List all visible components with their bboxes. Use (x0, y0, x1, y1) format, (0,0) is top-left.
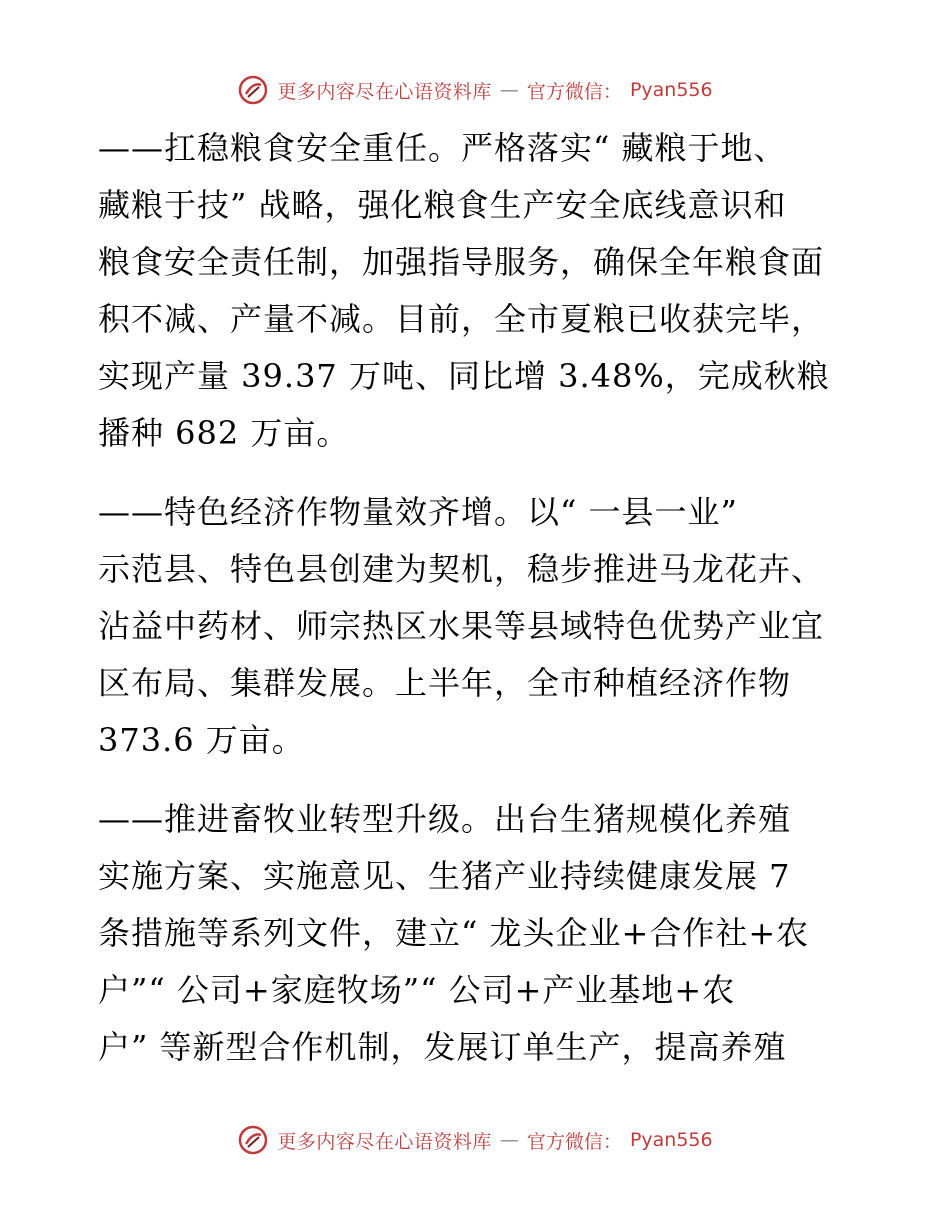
watermark-wechat-id: Pyan556 (629, 1129, 713, 1151)
paragraph-grain-security (98, 120, 858, 462)
watermark-separator: — (499, 1129, 519, 1151)
watermark-wechat-label: 官方微信： (526, 80, 622, 103)
watermark-footer (0, 1120, 950, 1160)
text-line: 条措施等系列文件，建立“ 龙头企业+合作社+农 (98, 914, 810, 952)
watermark-wechat-label: 官方微信： (526, 1130, 622, 1153)
logo-icon (237, 74, 269, 106)
text-line: 积不减、产量不减。目前，全市夏粮已收获完毕， (98, 300, 825, 338)
watermark-text: 更多内容尽在心语资料库 (277, 80, 492, 103)
watermark-wechat-id: Pyan556 (629, 79, 713, 101)
text-line: 户” 等新型合作机制，发展订单生产，提高养殖 (98, 1028, 787, 1066)
text-line: 藏粮于技” 战略，强化粮食生产安全底线意识和 (98, 186, 787, 224)
text-line: 播种 682 万亩。 (98, 414, 350, 452)
text-line: ——推进畜牧业转型升级。出台生猪规模化养殖 (98, 800, 792, 838)
text-line: 沾益中药材、师宗热区水果等县域特色优势产业宜 (98, 607, 825, 645)
text-line: 区布局、集群发展。上半年，全市种植经济作物 (98, 664, 792, 702)
text-line: 实施方案、实施意见、生猪产业持续健康发展 7 (98, 857, 791, 895)
paragraph-livestock (98, 791, 858, 1076)
document-body (98, 120, 858, 1098)
text-line: ——特色经济作物量效齐增。以“ 一县一业” (98, 493, 738, 531)
paragraph-cash-crops (98, 484, 858, 769)
text-line: 实现产量 39.37 万吨、同比增 3.48%，完成秋粮 (98, 357, 830, 395)
watermark-header (0, 70, 950, 110)
text-line: 373.6 万亩。 (98, 721, 305, 759)
text-line: 户”“ 公司+家庭牧场”“ 公司+产业基地+农 (98, 971, 736, 1009)
watermark-separator: — (499, 79, 519, 101)
text-line: ——扛稳粮食安全重任。严格落实“ 藏粮于地、 (98, 129, 787, 167)
watermark-text: 更多内容尽在心语资料库 (277, 1130, 492, 1153)
text-line: 粮食安全责任制，加强指导服务，确保全年粮食面 (98, 243, 825, 281)
logo-icon (237, 1124, 269, 1156)
text-line: 示范县、特色县创建为契机，稳步推进马龙花卉、 (98, 550, 825, 588)
